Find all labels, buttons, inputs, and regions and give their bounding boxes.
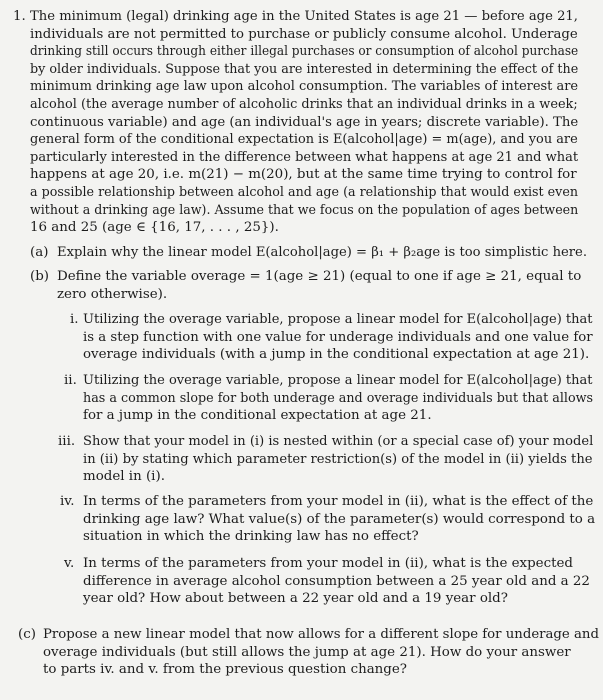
item-iii-label: iii. (58, 434, 76, 449)
item-v-line: In terms of the parameters from your model in (ii), what is the expected (83, 556, 573, 571)
item-iv-line: drinking age law? What value(s) of the parameter(s) would correspond to a (83, 511, 596, 527)
item-i-label: i. (70, 312, 79, 327)
intro-line: happens at age 20, i.e. m(21) − m(20), but at the same time trying to control for (30, 167, 577, 183)
item-ii-line: Utilizing the overage variable, propose a linear model for E(alcohol|age) that (83, 373, 593, 388)
item-v-line: difference in average alcohol consumption between a 25 year old and a 22 (83, 573, 590, 589)
part-a-label: (a) (30, 245, 49, 260)
item-ii-label: ii. (64, 373, 77, 388)
item-iii-line: in (ii) by stating which parameter restriction(s) of the model in (ii) yields the (83, 451, 593, 467)
intro-line: general form of the conditional expectation is E(alcohol|age) = m(age), and you are (30, 132, 578, 148)
item-iii-line: model in (i). (83, 469, 165, 485)
item-iv-text (83, 493, 598, 546)
part-b-line: Define the variable overage = 1(age ≥ 21) (equal to one if age ≥ 21, equal to (57, 269, 582, 284)
intro-line: minimum drinking age law upon alcohol consumption. The variables of interest are (30, 79, 579, 95)
intro-line: drinking still occurs through either illegal purchases or consumption of alcohol purchase (30, 44, 579, 60)
item-i-line: overage individuals (with a jump in the conditional expectation at age 21). (83, 347, 590, 363)
part-c-label: (c) (18, 627, 36, 642)
item-iv-label: iv. (60, 494, 75, 509)
item-i-text (83, 311, 593, 364)
intro-line: 16 and 25 (age ∈ {16, 17, . . . , 25}). (30, 220, 279, 236)
item-v-label: v. (64, 556, 75, 571)
intro-line: without a drinking age law). Assume that we focus on the population of ages between (30, 202, 579, 218)
intro-line: a possible relationship between alcohol and age (a relationship that would exist even (30, 184, 578, 200)
item-i-line: is a step function with one value for underage individuals and one value for (83, 329, 593, 345)
intro-line: alcohol (the average number of alcoholic drinks that an individual drinks in a week; (30, 96, 578, 112)
item-ii-text (83, 372, 593, 425)
intro-line: continuous variable) and age (an individual's age in years; discrete variable). The (30, 114, 579, 130)
part-b-text (57, 268, 587, 303)
item-iv-line: In terms of the parameters from your model in (ii), what is the effect of the (83, 494, 594, 509)
item-iv-line: situation in which the drinking law has no effect? (83, 529, 419, 545)
item-v-line: year old? How about between a 22 year old and a 19 year old? (83, 591, 508, 607)
part-c-text (43, 626, 599, 679)
item-ii-line: for a jump in the conditional expectation at age 21. (83, 408, 432, 424)
intro-line: by older individuals. Suppose that you are interested in determining the effect of the (30, 61, 579, 77)
part-c-line: Propose a new linear model that now allows for a different slope for underage and (43, 627, 599, 642)
item-iii-line: Show that your model in (i) is nested within (or a special case of) your model (83, 434, 594, 449)
intro-line: The minimum (legal) drinking age in the United States is age 21 — before age 21, (30, 9, 578, 24)
intro-line: particularly interested in the difference between what happens at age 21 and what (30, 149, 579, 165)
part-c-line: overage individuals (but still allows the jump at age 21). How do your answer (43, 644, 571, 660)
item-ii-line: has a common slope for both underage and overage individuals but that allows (83, 390, 594, 406)
problem-number: 1. (13, 9, 26, 24)
part-b-label: (b) (30, 269, 50, 284)
item-v-text (83, 555, 598, 608)
item-i-line: Utilizing the overage variable, propose a linear model for E(alcohol|age) that (83, 312, 593, 327)
part-a-line: Explain why the linear model E(alcohol|age) = β₁ + β₂age is too simplistic here. (57, 245, 587, 260)
part-a-text (57, 244, 587, 262)
problem-intro (30, 8, 578, 237)
part-b-line: zero otherwise). (57, 286, 168, 302)
item-iii-text (83, 433, 593, 486)
part-c-line: to parts iv. and v. from the previous question change? (43, 662, 407, 678)
intro-line: individuals are not permitted to purchase or publicly consume alcohol. Underage (30, 26, 578, 42)
